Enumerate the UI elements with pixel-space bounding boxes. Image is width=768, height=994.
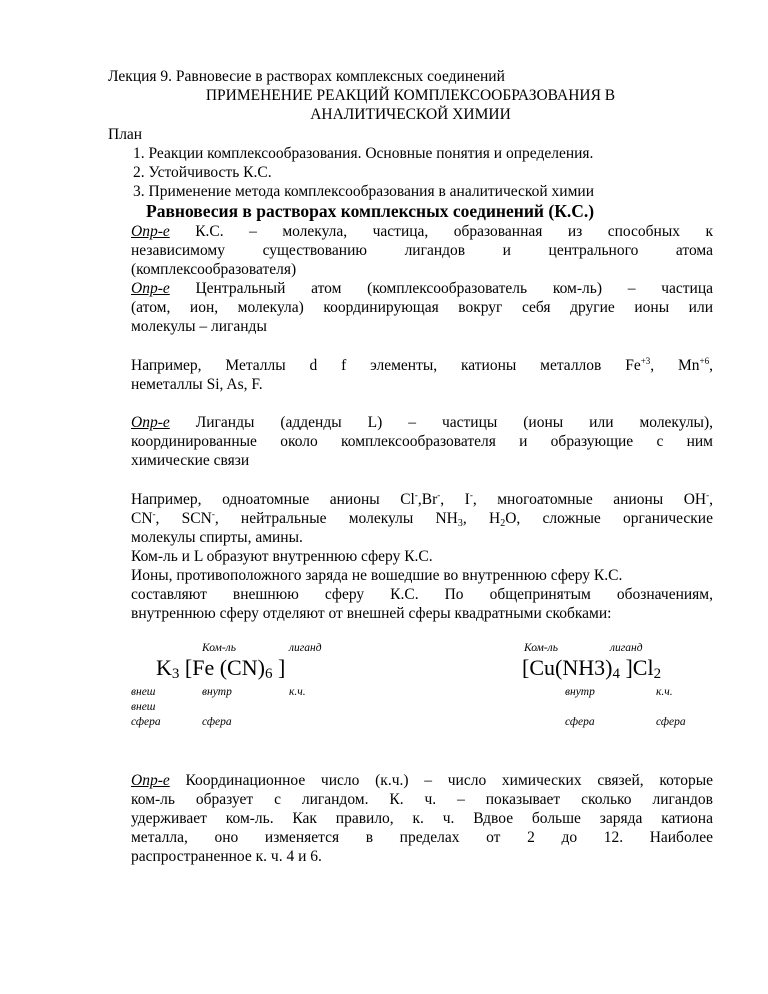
label-kch: к.ч. — [656, 686, 673, 698]
label-ligand: лиганд — [289, 642, 322, 654]
plan-item-1: 1. Реакции комплексообразования. Основные понятия и определения. — [133, 145, 594, 162]
formula-cu-nh3-4-cl2: [$Cu(NH3)_4$ ]$Cl_2$ — [522, 655, 662, 682]
label-vnesh: внеш — [131, 686, 156, 698]
def3-line3: химические связи — [131, 452, 250, 469]
def3-line2: координированные около комплексообразователя и образующие с ним — [131, 433, 713, 450]
example2-line7: внутреннюю сферу отделяют от внешней сферы квадратными скобками: — [131, 605, 612, 622]
plan-label: План — [108, 126, 143, 143]
example1-line2: неметаллы Si, As, F. — [131, 376, 263, 393]
def-label: Опр-е — [131, 772, 170, 789]
example2-line2: CN-, SCN-, нейтральные молекулы $NH_3$, $H_2O$, сложные органические — [131, 509, 713, 529]
label-komlel: Ком-ль — [524, 642, 558, 654]
def4-line5: распространенное к. ч. 4 и 6. — [131, 848, 322, 865]
example2-line5: Ионы, противоположного заряда не вошедшие во внутреннюю сферу К.С. — [131, 567, 623, 584]
label-vnesh-2: внеш — [131, 701, 156, 713]
section-heading: Равновесия в растворах комплексных соединений (К.С.) — [146, 201, 595, 221]
def1-line1: Опр-е К.С. – молекула, частица, образованная из способных к — [131, 223, 714, 240]
example2-line4: Ком-ль и L образуют внутреннюю сферу К.С. — [131, 548, 433, 565]
label-sfera-outer: сфера — [656, 716, 686, 728]
def2-line2: (атом, ион, молекула) координирующая вокруг себя другие ионы или — [131, 299, 713, 316]
label-ligand: лиганд — [610, 642, 643, 654]
def4-line1: Опр-е Координационное число (к.ч.) – число химических связей, которые — [131, 772, 713, 789]
plan-item-2: 2. Устойчивость К.С. — [133, 164, 272, 181]
def3-line1: Опр-е Лиганды (адденды L) – частицы (ионы или молекулы), — [131, 414, 713, 431]
def4-line4: металла, оно изменяется в пределах от 2 до 12. Наиболее — [131, 829, 713, 846]
def2-line3: молекулы – лиганды — [131, 318, 267, 335]
formula-k3-fe-cn6: $K_3$ [Fe $(CN)_6$ ] — [156, 655, 286, 682]
plan-item-3: 3. Применение метода комплексообразования в аналитической химии — [133, 183, 595, 200]
label-sfera-outer: сфера — [131, 716, 161, 728]
lecture-title: Лекция 9. Равновесие в растворах комплексных соединений — [108, 68, 505, 85]
label-vnutr: внутр — [202, 686, 232, 698]
label-vnutr: внутр — [565, 686, 595, 698]
label-kch: к.ч. — [289, 686, 306, 698]
def1-line2: независимому существованию лигандов и центрального атома — [131, 242, 713, 259]
def-label: Опр-е — [131, 414, 170, 431]
def1-line3: (комплексообразователя) — [131, 261, 297, 278]
def-label: Опр-е — [131, 280, 170, 297]
main-title-line2: АНАЛИТИЧЕСКОЙ ХИМИИ — [310, 106, 511, 123]
def2-line1: Опр-е Центральный атом (комплексообразователь ком-ль) – частица — [131, 280, 713, 297]
def4-line2: ком-ль образует с лигандом. К. ч. – показывает сколько лигандов — [131, 791, 713, 808]
label-sfera-inner: сфера — [565, 716, 595, 728]
example2-line1: Например, одноатомные анионы Cl-,Br-, I-, многоатомные анионы OH-, — [131, 490, 713, 508]
main-title-line1: ПРИМЕНЕНИЕ РЕАКЦИЙ КОМПЛЕКСООБРАЗОВАНИЯ В — [205, 87, 616, 104]
def4-line3: удерживает ком-ль. Как правило, к. ч. Вдвое больше заряда катиона — [131, 810, 713, 827]
def-label: Опр-е — [131, 223, 170, 240]
label-sfera-inner: сфера — [202, 716, 232, 728]
example1-line1: Например, Металлы d f элементы, катионы металлов $Fe^{+3}$, $Mn^{+6}$, — [131, 356, 713, 374]
example2-line6: составляют внешнюю сферу К.С. По общепринятым обозначениям, — [131, 586, 713, 603]
label-komlel: Ком-ль — [202, 642, 236, 654]
example2-line3: молекулы спирты, амины. — [131, 529, 303, 546]
